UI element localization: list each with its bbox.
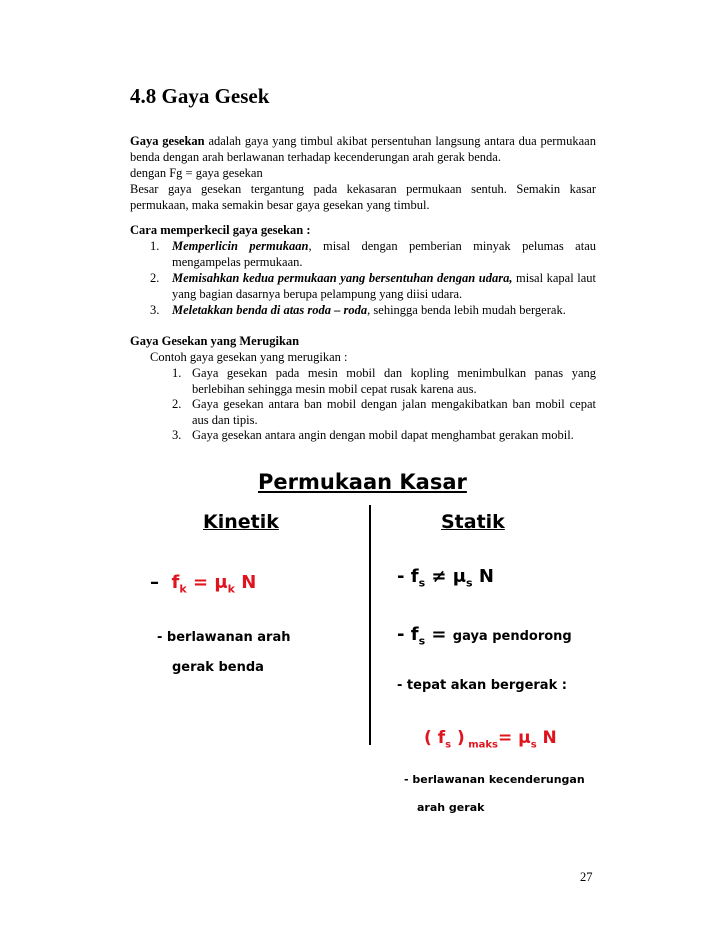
harmful-heading: Gaya Gesekan yang Merugikan: [130, 334, 300, 348]
static-formula: - $f_s \ne \mu_s$ N: [397, 566, 494, 590]
intro-paragraph: Besar gaya gesekan tergantung pada kekasaran permukaan sentuh. Semakin kasar permukaan, maka semakin besar gaya gesekan yang timbul.: [130, 182, 596, 212]
harmful-item-2-num: 2.: [172, 397, 182, 411]
page-number: 27: [580, 870, 593, 884]
figure-divider: [369, 505, 371, 745]
harmful-item-1-num: 1.: [172, 366, 182, 380]
term-gaya-gesekan: Gaya gesekan: [130, 134, 205, 148]
reduce-item-3-num: 3.: [150, 303, 160, 317]
kinetic-note-2: gerak benda: [172, 660, 264, 675]
static-push: - $f_s$ = gaya pendorong: [397, 624, 572, 648]
static-moving: - tepat akan bergerak :: [397, 678, 567, 693]
reduce-item-2-num: 2.: [150, 271, 160, 285]
figure-title: Permukaan Kasar: [258, 470, 467, 494]
reduce-item-2: Memisahkan kedua permukaan yang bersentuhan dengan udara, misal kapal laut yang bagian dasarnya berupa pelampung yang diisi udara.: [172, 271, 596, 301]
reduce-item-1-num: 1.: [150, 239, 160, 253]
kinetic-formula: – $f_k = \mu_k$ N: [150, 572, 257, 596]
reduce-heading: Cara memperkecil gaya gesekan :: [130, 223, 311, 237]
static-heading: Statik: [441, 511, 505, 533]
harmful-intro: Contoh gaya gesekan yang merugikan :: [150, 350, 348, 364]
section-title: 4.8 Gaya Gesek: [130, 84, 270, 108]
static-note-1: - berlawanan kecenderungan: [404, 773, 585, 786]
static-note-2: arah gerak: [417, 801, 485, 814]
harmful-item-1: Gaya gesekan pada mesin mobil dan kopling menimbulkan panas yang berlebihan sehingga mesin mobil cepat rusak karena aus.: [192, 366, 596, 396]
reduce-item-3: Meletakkan benda di atas roda – roda, sehingga benda lebih mudah bergerak.: [172, 303, 566, 317]
kinetic-note-1: - berlawanan arah: [157, 630, 291, 645]
static-max-formula: ( $f_s$ ) $_{maks}= \mu_s$ N: [424, 728, 557, 751]
intro-definition: Gaya gesekan adalah gaya yang timbul akibat persentuhan langsung antara dua permukaan benda dengan arah berlawanan terhadap kecenderungan arah gerak benda.: [130, 134, 596, 164]
harmful-item-2: Gaya gesekan antara ban mobil dengan jalan mengakibatkan ban mobil cepat aus dan tipis.: [192, 397, 596, 427]
reduce-item-1: Memperlicin permukaan, misal dengan pemberian minyak pelumas atau mengampelas permukaan.: [172, 239, 596, 269]
kinetic-heading: Kinetik: [203, 511, 279, 533]
harmful-item-3-num: 3.: [172, 428, 182, 442]
harmful-item-3: Gaya gesekan antara angin dengan mobil dapat menghambat gerakan mobil.: [192, 428, 574, 442]
formula-line: dengan Fg = gaya gesekan: [130, 166, 263, 180]
